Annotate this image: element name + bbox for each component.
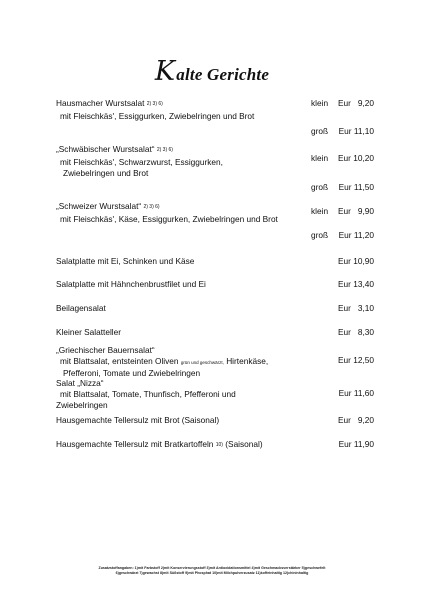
portion-size-small: klein <box>311 153 329 163</box>
item-price: Eur 12,50 <box>338 355 374 365</box>
item-description-cont: Hirtenkäse, <box>226 356 269 366</box>
price-small: Eur 9,20 <box>338 98 374 108</box>
item-name: „Schwäbischer Wurstsalat“ <box>56 144 155 154</box>
item-description-cont: Zwiebelringen <box>56 400 108 410</box>
item-name: „Schweizer Wurstsalat“ <box>56 201 142 211</box>
additives-footnote <box>40 566 384 576</box>
item-price: Eur 11,90 <box>338 439 374 449</box>
portion-size-large: groß <box>311 230 329 240</box>
price-large: Eur 11,50 <box>338 182 374 192</box>
item-name: Hausmacher Wurstsalat <box>56 98 145 108</box>
item-description: mit Fleischkäs', Schwarzwurst, Essiggurken, <box>60 157 223 167</box>
item-name: Hausgemachte Tellersulz mit Bratkartoffeln <box>56 439 214 449</box>
price-small: Eur 9,90 <box>338 206 374 216</box>
item-price: Eur 3,10 <box>338 303 374 313</box>
item-price: Eur 10,90 <box>338 256 374 266</box>
footnote-line: 6)geschwärzt 7)gewachst 8)mit Süßstoff 9)mit Phosphat 10)mit Milchpulverzusatz 11)koffeinhaltig 12)chininhaltig <box>115 571 309 575</box>
item-name: Salat „Nizza“ <box>56 378 104 388</box>
item-description: mit Fleischkäs', Käse, Essiggurken, Zwiebelringen und Brot <box>60 214 278 224</box>
portion-size-small: klein <box>311 206 329 216</box>
additive-note: 2) 3) 6) <box>146 101 163 107</box>
title-rest: alte Gerichte <box>176 65 270 84</box>
item-description-cont: Pfefferoni, Tomate und Zwiebelringen <box>63 368 201 378</box>
item-description: mit Blattsalat, Tomate, Thunfisch, Pfefferoni und <box>60 389 236 399</box>
item-name: Kleiner Salatteller <box>56 327 122 337</box>
item-description: mit Blattsalat, entsteinten Oliven <box>60 356 179 366</box>
additive-note: 2) 3) 6) <box>156 147 173 153</box>
item-name-cont: (Saisonal) <box>225 439 263 449</box>
page-title <box>0 56 424 87</box>
item-price: Eur 9,20 <box>338 415 374 425</box>
footnote-line: Zusatzstoffangaben: 1)mit Farbstoff 2)mit Konservierungsstoff 3)mit Antioxidationsmittel 4)mit Geschmacksverstärker 5)geschwefelt <box>98 566 326 570</box>
item-price: Eur 13,40 <box>338 279 374 289</box>
portion-size-large: groß <box>311 126 329 136</box>
item-description-note: grün und geschwärzt, <box>180 360 224 365</box>
portion-size-small: klein <box>311 98 329 108</box>
item-name: „Griechischer Bauernsalat“ <box>56 345 155 355</box>
item-name: Beilagensalat <box>56 303 106 313</box>
additive-note: 2) 3) 6) <box>143 204 160 210</box>
item-name: Hausgemachte Tellersulz mit Brot (Saisonal) <box>56 415 220 425</box>
portion-size-large: groß <box>311 182 329 192</box>
price-large: Eur 11,20 <box>338 230 374 240</box>
item-price: Eur 8,30 <box>338 327 374 337</box>
item-name: Salatplatte mit Ei, Schinken und Käse <box>56 256 195 266</box>
item-description: mit Fleischkäs', Essiggurken, Zwiebelringen und Brot <box>60 111 255 121</box>
item-description-cont: Zwiebelringen und Brot <box>63 168 149 178</box>
item-name: Salatplatte mit Hähnchenbrustfilet und Ei <box>56 279 206 289</box>
additive-note: 10) <box>215 442 223 448</box>
title-initial: K <box>154 56 176 87</box>
price-large: Eur 11,10 <box>338 126 374 136</box>
price-small: Eur 10,20 <box>338 153 374 163</box>
item-price: Eur 11,60 <box>338 388 374 398</box>
